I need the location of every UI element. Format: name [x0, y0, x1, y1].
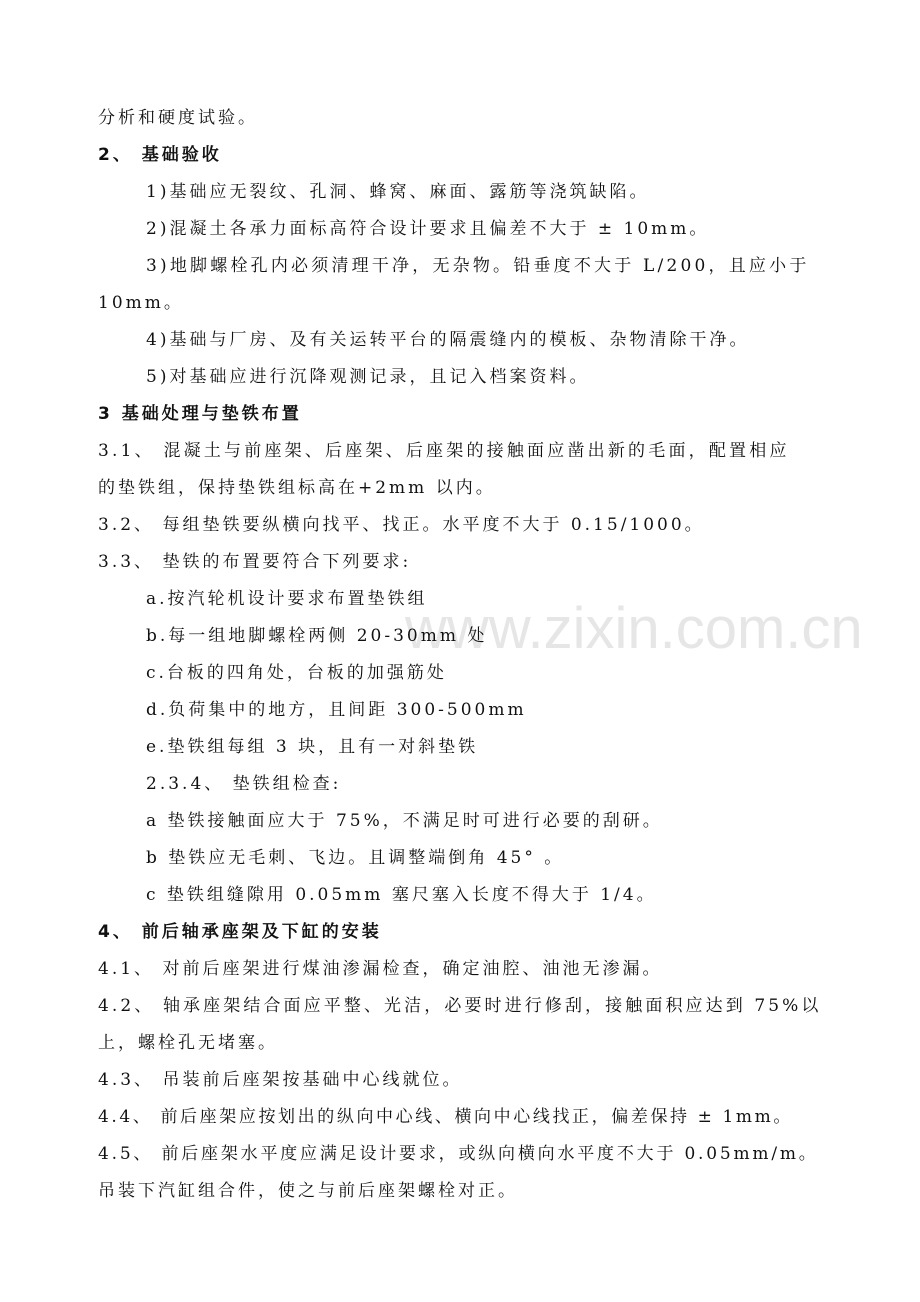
list-item: d.负荷集中的地方，且间距 300-500mm [146, 700, 527, 720]
paragraph-line: 3.3、 垫铁的布置要符合下列要求: [98, 552, 412, 572]
paragraph-line: 4.4、 前后座架应按划出的纵向中心线、横向中心线找正，偏差保持 ± 1mm。 [98, 1107, 793, 1127]
list-item: c 垫铁组缝隙用 0.05mm 塞尺塞入长度不得大于 1/4。 [146, 885, 657, 905]
subsection-line: 2.3.4、 垫铁组检查: [146, 774, 342, 794]
watermark: www.zixin.com.cn [405, 596, 863, 661]
text-line: 分析和硬度试验。 [98, 108, 258, 128]
section-heading: 3 基础处理与垫铁布置 [98, 404, 302, 424]
paragraph-line: 4.2、 轴承座架结合面应平整、光洁，必要时进行修刮，接触面积应达到 75%以 [98, 996, 822, 1016]
list-item: 2)混凝土各承力面标高符合设计要求且偏差不大于 ± 10mm。 [146, 219, 710, 239]
paragraph-line: 的垫铁组，保持垫铁组标高在+2mm 以内。 [98, 478, 496, 498]
list-item: 5)对基础应进行沉降观测记录，且记入档案资料。 [146, 367, 590, 387]
list-item: a 垫铁接触面应大于 75%，不满足时可进行必要的刮研。 [146, 811, 663, 831]
list-item: c.台板的四角处，台板的加强筋处 [146, 663, 447, 683]
section-heading: 2、 基础验收 [98, 145, 222, 165]
list-item: 1)基础应无裂纹、孔洞、蜂窝、麻面、露筋等浇筑缺陷。 [146, 182, 650, 202]
paragraph-line: 上，螺栓孔无堵塞。 [98, 1033, 278, 1053]
paragraph-line: 3.2、 每组垫铁要纵横向找平、找正。水平度不大于 0.15/1000。 [98, 515, 705, 535]
text-line: 10mm。 [98, 293, 184, 313]
paragraph-line: 吊装下汽缸组合件，使之与前后座架螺栓对正。 [98, 1181, 518, 1201]
list-item: a.按汽轮机设计要求布置垫铁组 [146, 589, 428, 609]
paragraph-line: 4.3、 吊装前后座架按基础中心线就位。 [98, 1070, 463, 1090]
section-heading: 4、 前后轴承座架及下缸的安装 [98, 922, 382, 942]
list-item: b 垫铁应无毛刺、飞边。且调整端倒角 45° 。 [146, 848, 565, 868]
list-item: 4)基础与厂房、及有关运转平台的隔震缝内的模板、杂物清除干净。 [146, 330, 750, 350]
paragraph-line: 3.1、 混凝土与前座架、后座架、后座架的接触面应凿出新的毛面，配置相应 [98, 441, 790, 461]
list-item: b.每一组地脚螺栓两侧 20-30mm 处 [146, 626, 488, 646]
paragraph-line: 4.1、 对前后座架进行煤油渗漏检查，确定油腔、油池无渗漏。 [98, 959, 663, 979]
list-item: 3)地脚螺栓孔内必须清理干净，无杂物。铅垂度不大于 L/200，且应小于 [146, 256, 810, 276]
list-item: e.垫铁组每组 3 块，且有一对斜垫铁 [146, 737, 479, 757]
paragraph-line: 4.5、 前后座架水平度应满足设计要求，或纵向横向水平度不大于 0.05mm/m。 [98, 1144, 819, 1164]
